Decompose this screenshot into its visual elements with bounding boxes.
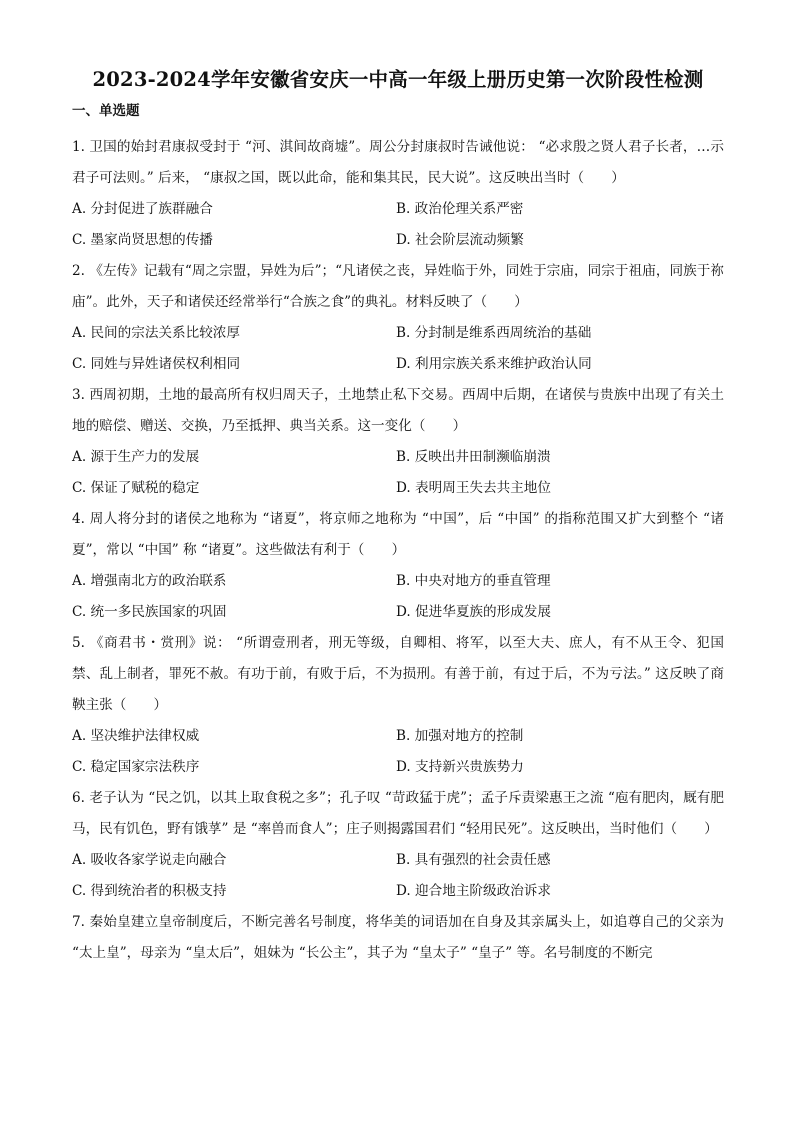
option-b[interactable]: B. 反映出井田制濒临崩溃 [396,449,551,465]
option-group [72,194,724,256]
question-list [72,132,724,969]
question-5 [72,628,724,783]
option-b[interactable]: B. 加强对地方的控制 [396,728,524,744]
option-b[interactable]: B. 具有强烈的社会责任感 [396,852,551,868]
option-c[interactable]: C. 同姓与异姓诸侯权利相同 [72,356,241,372]
question-stem: 3. 西周初期，土地的最高所有权归周天子，土地禁止私下交易。西周中后期，在诸侯与贵族中出现了有关土地的赔偿、赠送、交换，乃至抵押、典当关系。这一变化（ ） [72,387,724,434]
question-4 [72,504,724,628]
question-2 [72,256,724,380]
option-a[interactable]: A. 分封促进了族群融合 [72,201,213,217]
option-d[interactable]: D. 表明周王失去共主地位 [396,480,551,496]
option-a[interactable]: A. 源于生产力的发展 [72,449,200,465]
section-heading: 一、单选题 [72,103,140,119]
question-stem: 2. 《左传》记载有“周之宗盟，异姓为后”；“凡诸侯之丧，异姓临于外，同姓于宗庙，同宗于祖庙，同族于祢庙”。此外，天子和诸侯还经常举行“合族之食”的典礼。材料反映了（ ） [72,263,724,310]
question-stem: 4. 周人将分封的诸侯之地称为 “诸夏”，将京师之地称为 “中国”，后 “中国” 的指称范围又扩大到整个 “诸夏”，常以 “中国” 称 “诸夏”。这些做法有利于（ ） [72,511,724,558]
question-stem: 6. 老子认为 “民之饥，以其上取食税之多”；孔子叹 “苛政猛于虎”；孟子斥责梁惠王之流 “庖有肥肉，厩有肥马，民有饥色，野有饿莩” 是 “率兽而食人”；庄子则揭露国君们 “轻用民死”。这反映出，当时他们（ ） [72,790,724,837]
exam-title: 2023-2024学年安徽省安庆一中高一年级上册历史第一次阶段性检测 [92,68,704,91]
option-group [72,845,724,907]
option-b[interactable]: B. 政治伦理关系严密 [396,201,524,217]
question-1 [72,132,724,256]
option-a[interactable]: A. 民间的宗法关系比较浓厚 [72,325,240,341]
option-c[interactable]: C. 统一多民族国家的巩固 [72,604,227,620]
option-a[interactable]: A. 坚决维护法律权威 [72,728,200,744]
option-d[interactable]: D. 利用宗族关系来维护政治认同 [396,356,592,372]
option-c[interactable]: C. 保证了赋税的稳定 [72,480,200,496]
option-b[interactable]: B. 中央对地方的垂直管理 [396,573,551,589]
question-stem: 5. 《商君书・赏刑》说： “所谓壹刑者，刑无等级，自卿相、将军，以至大夫、庶人，有不从王令、犯国禁、乱上制者，罪死不赦。有功于前，有败于后，不为损刑。有善于前，有过于后，不为亏法。” 这反映了商鞅主张（ ） [72,635,724,713]
question-stem: 7. 秦始皇建立皇帝制度后，不断完善名号制度，将华美的词语加在自身及其亲属头上，如追尊自己的父亲为 “太上皇”，母亲为 “皇太后”，姐妹为 “长公主”，其子为 “皇太子” “皇子” 等。名号制度的不断完 [72,914,724,961]
option-group [72,442,724,504]
option-a[interactable]: A. 增强南北方的政治联系 [72,573,227,589]
option-a[interactable]: A. 吸收各家学说走向融合 [72,852,227,868]
question-7 [72,907,724,969]
option-b[interactable]: B. 分封制是维系西周统治的基础 [396,325,592,341]
option-c[interactable]: C. 稳定国家宗法秩序 [72,759,200,775]
option-d[interactable]: D. 支持新兴贵族势力 [396,759,524,775]
option-d[interactable]: D. 社会阶层流动频繁 [396,232,524,248]
question-stem: 1. 卫国的始封君康叔受封于 “河、淇间故商墟”。周公分封康叔时告诫他说： “必求殷之贤人君子长者，…示君子可法则。” 后来， “康叔之国，既以此命，能和集其民，民大说”。这反映出当时（ ） [72,139,724,186]
option-c[interactable]: C. 墨家尚贤思想的传播 [72,232,213,248]
option-c[interactable]: C. 得到统治者的积极支持 [72,883,227,899]
option-group [72,566,724,628]
option-group [72,721,724,783]
option-group [72,318,724,380]
question-3 [72,380,724,504]
option-d[interactable]: D. 迎合地主阶级政治诉求 [396,883,551,899]
question-6 [72,783,724,907]
option-d[interactable]: D. 促进华夏族的形成发展 [396,604,551,620]
